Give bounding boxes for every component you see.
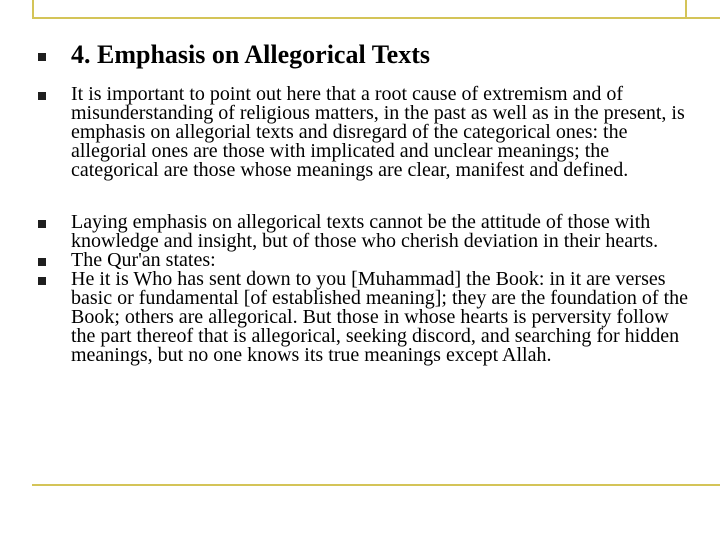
slide-content — [38, 40, 688, 365]
bullet-item — [38, 270, 688, 365]
bullet-text: The Qur'an states: — [71, 249, 216, 271]
frame-right-line — [685, 0, 687, 17]
square-bullet-icon — [38, 258, 46, 266]
bullet-text: It is important to point out here that a root cause of extremism and of misunderstanding of religious matters, in the past as well as in the present, is emphasis on allegorial texts and disregard of the categorical ones: the allegorial ones are those with implicated and unclear meanings; the categorical are those whose meanings are clear, manifest and defined. — [71, 83, 685, 181]
bullet-text: He it is Who has sent down to you [Muhammad] the Book: in it are verses basic or fundamental [of established meaning]; they are the foundation of the Book; others are allegorical. But those in whose hearts is perversity follow the part thereof that is allegorical, seeking discord, and searching for hidden meanings, but no one knows its true meanings except Allah. — [71, 268, 689, 366]
square-bullet-icon — [38, 53, 46, 61]
frame-top-line — [32, 17, 720, 19]
bullet-item — [38, 85, 688, 180]
bullet-text: Laying emphasis on allegorical texts cannot be the attitude of those with knowledge and insight, but of those who cherish deviation in their hearts. — [71, 211, 659, 252]
frame-left-line — [32, 0, 34, 17]
slide-title: 4. Emphasis on Allegorical Texts — [71, 40, 430, 69]
frame-bottom-line — [32, 484, 720, 486]
slide-title-item — [38, 40, 688, 70]
square-bullet-icon — [38, 220, 46, 228]
square-bullet-icon — [38, 277, 46, 285]
square-bullet-icon — [38, 92, 46, 100]
bullet-item — [38, 213, 688, 251]
